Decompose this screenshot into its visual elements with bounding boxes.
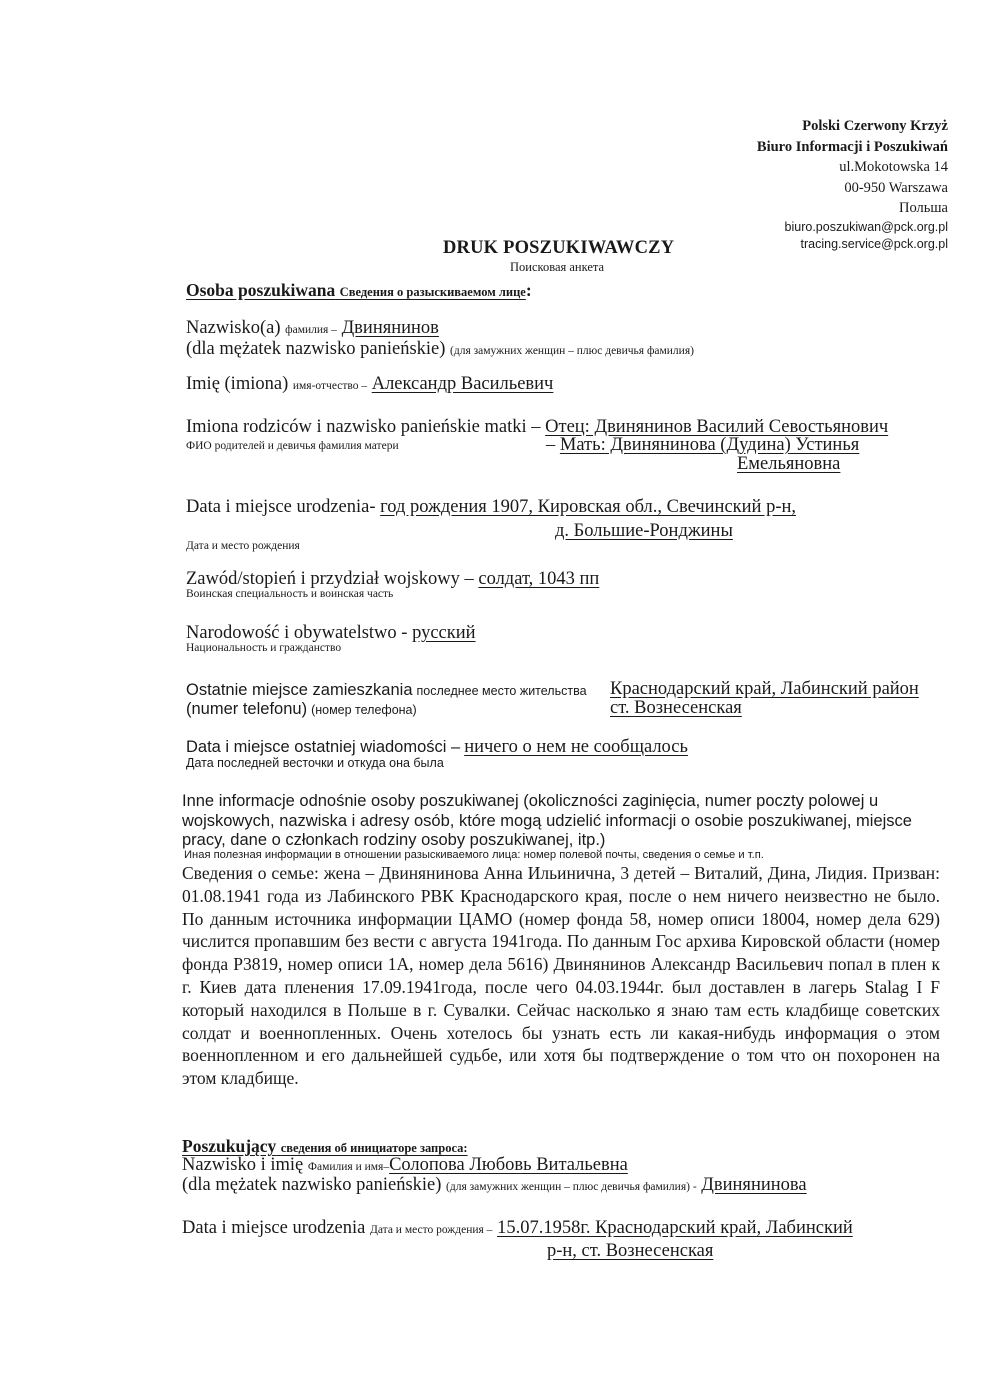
form-subtitle: Поисковая анкета xyxy=(510,260,605,274)
mother-row: – Мать: Двинянинова (Дудина) Устинья xyxy=(546,435,860,455)
seeker-maiden-row: (dla mężatek nazwisko panieńskie) (для замужних женщин – плюс девичья фамилия) - Двинянинова xyxy=(182,1175,807,1195)
birth-label-ru: Дата и место рождения xyxy=(186,540,300,552)
seeker-name-row: Nazwisko i imię Фамилия и имя–Солопова Любовь Витальевна xyxy=(182,1155,628,1175)
residence-value-2: ст. Вознесенская xyxy=(610,698,742,718)
other-info-label-ru: Иная полезная информации в отношении разыскиваемого лица: номер полевой почты, сведения о семье и т.п. xyxy=(184,849,764,861)
lastnews-label-ru: Дата последней весточки и откуда она была xyxy=(186,756,444,770)
seeker-birth-value: 15.07.1958г. Краснодарский край, Лабинский xyxy=(497,1218,853,1238)
other-info-text: Сведения о семье: жена – Двинянинова Анна Ильинична, 3 детей – Виталий, Дина, Лидия. Призван: 01.08.1941 года из Лабинского РВК Краснодарского края, после о нем ничего неизвестно не было. По данным источника информации ЦАМО (номер фонда 58, номер описи 18004, номер дела 629) числится пропавшим без вести с августа 1941года. По данным Гос архива Кировской области (номер фонда Р3819, номер описи 1А, номер дела 5616) Двинянинов Александр Васильевич попал в плен к г. Киев дата пленения 17.09.1941года, после чего 04.03.1944г. был доставлен в лагерь Stalag I F который находился в Польше в г. Сувалки. Сейчас насколько я знаю там есть кладбище советских солдат и военнопленных. Очень хотелось бы узнать есть ли какая-нибудь информация о этом военнопленном и его дальнейшей судьбе, или хотя бы подтверждение о том что он похоронен на этом кладбище. xyxy=(182,863,940,1089)
city-address: 00-950 Warszawa xyxy=(844,179,948,196)
phone-row: (numer telefonu) (номер телефона) xyxy=(186,700,417,718)
maiden-row: (dla mężatek nazwisko panieńskie) (для замужних женщин – плюс девичья фамилия) xyxy=(186,339,694,359)
parents-row: Imiona rodziców i nazwisko panieńskie matki – Отец: Двинянинов Василий Севостьянович xyxy=(186,417,889,437)
name-row: Imię (imiona) имя-отчество – Александр Васильевич xyxy=(186,374,554,394)
parents-label-ru: ФИО родителей и девичья фамилия матери xyxy=(186,440,399,452)
country: Польша xyxy=(899,200,948,216)
lastnews-row: Data i miejsce ostatniej wiadomości – ничего о нем не сообщалось xyxy=(186,737,688,757)
residence-value: Краснодарский край, Лабинский район xyxy=(610,679,919,699)
name-value: Александр Васильевич xyxy=(371,374,554,394)
surname-value: Двинянинов xyxy=(341,318,439,338)
mother-value: Мать: Двинянинова (Дудина) Устинья xyxy=(559,435,860,455)
nationality-row: Narodowość i obywatelstwo - русский xyxy=(186,623,476,643)
lastnews-value: ничего о нем не сообщалось xyxy=(464,737,688,757)
street-address: ul.Mokotowska 14 xyxy=(839,159,948,175)
surname-row: Nazwisko(a) фамилия – Двинянинов xyxy=(186,318,439,338)
sought-section-heading: Osoba poszukiwana Сведения о разыскиваемом лице: xyxy=(186,280,532,300)
address-block xyxy=(757,116,948,254)
nationality-label-ru: Национальность и гражданство xyxy=(186,642,342,654)
occupation-value: солдат, 1043 пп xyxy=(478,569,600,589)
mother-value-2: Емельяновна xyxy=(737,454,841,474)
residence-row: Ostatnie miejsce zamieszkania последнее место жительства xyxy=(186,681,587,699)
form-title: DRUK POSZUKIWAWCZY xyxy=(443,238,675,258)
seeker-birth-row: Data i miejsce urodzenia Дата и место рождения – 15.07.1958г. Краснодарский край, Лабинский xyxy=(182,1218,853,1238)
nationality-value: русский xyxy=(412,623,476,643)
birth-value-2: д. Большие-Ронджины xyxy=(555,521,733,541)
occupation-label-ru: Воинская специальность и воинская часть xyxy=(186,588,394,600)
seeker-maiden-value: Двинянинова xyxy=(701,1175,807,1195)
seeker-section-heading: Poszukujący сведения об инициаторе запроса: xyxy=(182,1136,468,1156)
other-info-label: Inne informacje odnośnie osoby poszukiwanej (okoliczności zaginięcia, numer poczty polowej u wojskowych, nazwiska i adresy osób, które mogą udzielić informacji o osobie poszukiwanej, miejsce pracy, dane o członkach rodziny osoby poszukiwanej, itp.) xyxy=(182,792,912,849)
birth-value: год рождения 1907, Кировская обл., Свечинский р-н, xyxy=(380,497,797,517)
occupation-row: Zawód/stopień i przydział wojskowy – солдат, 1043 пп xyxy=(186,569,600,589)
email-1: biuro.poszukiwan@pck.org.pl xyxy=(784,219,948,234)
father-value: Отец: Двинянинов Василий Севостьянович xyxy=(545,417,889,437)
birth-row: Data i miejsce urodzenia- год рождения 1907, Кировская обл., Свечинский р-н, xyxy=(186,497,797,517)
seeker-name-value: Солопова Любовь Витальевна xyxy=(389,1155,628,1175)
seeker-birth-value-2: р-н, ст. Вознесенская xyxy=(547,1241,714,1261)
email-2: tracing.service@pck.org.pl xyxy=(800,237,948,251)
org-name: Polski Czerwony Krzyż xyxy=(802,118,948,134)
office-name: Biuro Informacji i Poszukiwań xyxy=(756,138,948,155)
